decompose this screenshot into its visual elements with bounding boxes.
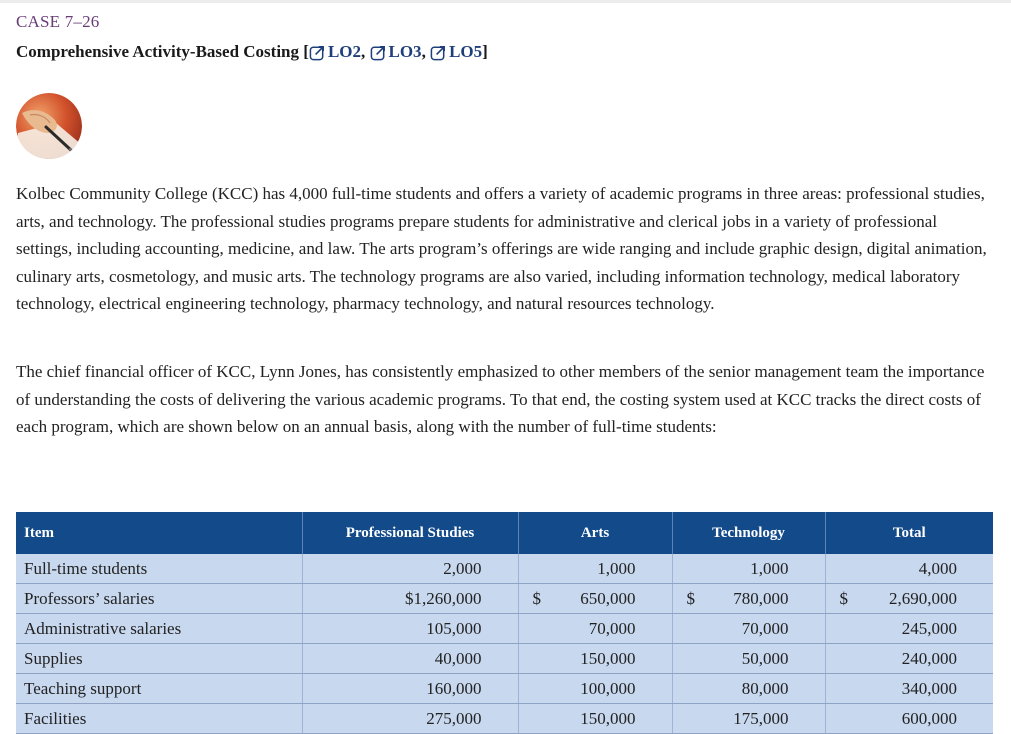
cell-value: 70,000	[588, 618, 636, 638]
currency-symbol: $	[686, 588, 695, 608]
table-cell	[825, 554, 993, 584]
lo2-label: LO2	[327, 42, 361, 61]
top-divider	[0, 0, 1011, 3]
cell-value: 275,000	[426, 708, 482, 728]
cell-value: 105,000	[426, 618, 482, 638]
table-cell	[518, 644, 672, 674]
cell-value: 240,000	[901, 648, 957, 668]
table-cell	[518, 584, 672, 614]
table-cell	[302, 584, 518, 614]
case-title	[16, 42, 488, 62]
table-header-row	[16, 512, 993, 554]
cell-value: 245,000	[901, 618, 957, 638]
cell-value: 40,000	[434, 648, 482, 668]
column-header-arts: Arts	[518, 512, 672, 554]
table-cell	[825, 614, 993, 644]
row-label: Teaching support	[16, 674, 302, 704]
row-label: Full-time students	[16, 554, 302, 584]
table-cell	[518, 674, 672, 704]
table-cell	[672, 554, 825, 584]
table-cell	[302, 644, 518, 674]
lo3-link[interactable]	[370, 42, 422, 62]
cell-value: 650,000	[580, 588, 636, 608]
table-row	[16, 704, 993, 734]
cell-value: 100,000	[580, 678, 636, 698]
cell-value: 780,000	[733, 588, 789, 608]
title-close-bracket: ]	[482, 42, 488, 61]
title-open-bracket: [	[299, 42, 309, 61]
intro-paragraph: Kolbec Community College (KCC) has 4,000 full-time students and offers a variety of academic programs in three areas: professional studies, arts, and technology. The professional studies programs prepare students for administrative and clerical jobs in a variety of professional settings, including accounting, medicine, and law. The arts program’s offerings are wide ranging and include graphic design, digital animation, culinary arts, cosmetology, and music arts. The technology programs are also varied, including information technology, medical laboratory technology, electrical engineering technology, pharmacy technology, and natural resources technology.	[16, 184, 987, 313]
row-label: Supplies	[16, 644, 302, 674]
table-row	[16, 584, 993, 614]
lo2-link[interactable]	[309, 42, 361, 62]
table-cell	[672, 614, 825, 644]
cell-value: 2,690,000	[889, 588, 957, 608]
cell-value: 80,000	[741, 678, 789, 698]
table-row	[16, 554, 993, 584]
table-cell	[302, 614, 518, 644]
currency-symbol: $	[532, 588, 541, 608]
external-link-icon	[370, 44, 387, 61]
table-cell	[672, 644, 825, 674]
table-cell	[302, 674, 518, 704]
table-cell	[672, 704, 825, 734]
table-cell	[825, 584, 993, 614]
cell-value: 160,000	[426, 678, 482, 698]
lo5-label: LO5	[449, 42, 483, 61]
case-number: CASE 7–26	[16, 12, 100, 31]
external-link-icon	[309, 44, 326, 61]
row-label: Professors’ salaries	[16, 584, 302, 614]
cell-value: 1,000	[597, 558, 636, 578]
cfo-paragraph: The chief financial officer of KCC, Lynn Jones, has consistently emphasized to other members of the senior management team the importance of understanding the costs of delivering the various academic programs. To that end, the costing system used at KCC tracks the direct costs of each program, which are shown below on an annual basis, along with the number of full-time students:	[16, 362, 985, 436]
cell-value: 150,000	[580, 708, 636, 728]
hand-writing-pen-icon	[16, 93, 82, 159]
column-header-item: Item	[16, 512, 302, 554]
table-cell	[518, 614, 672, 644]
cell-value: 150,000	[580, 648, 636, 668]
lo5-link[interactable]	[430, 42, 482, 62]
external-link-icon	[430, 44, 447, 61]
table-cell	[518, 554, 672, 584]
cell-value: 70,000	[741, 618, 789, 638]
column-header-technology: Technology	[672, 512, 825, 554]
cell-value: 2,000	[443, 558, 482, 578]
lo-separator: ,	[361, 42, 370, 61]
cell-value: 50,000	[741, 648, 789, 668]
table-cell	[825, 674, 993, 704]
table-cell	[672, 674, 825, 704]
row-label: Facilities	[16, 704, 302, 734]
cell-value: 340,000	[901, 678, 957, 698]
table-cell	[302, 554, 518, 584]
row-label: Administrative salaries	[16, 614, 302, 644]
table-row	[16, 644, 993, 674]
currency-symbol: $	[839, 588, 848, 608]
table-cell	[825, 644, 993, 674]
program-cost-table	[16, 512, 993, 734]
table-cell	[672, 584, 825, 614]
table-row	[16, 614, 993, 644]
table-cell	[825, 704, 993, 734]
column-header-professional-studies: Professional Studies	[302, 512, 518, 554]
lo-separator: ,	[421, 42, 431, 61]
cell-value: 1,000	[750, 558, 789, 578]
cell-value: 600,000	[901, 708, 957, 728]
cell-value: 4,000	[918, 558, 957, 578]
table-row	[16, 674, 993, 704]
lo3-label: LO3	[388, 42, 422, 61]
table-cell	[518, 704, 672, 734]
column-header-total: Total	[825, 512, 993, 554]
table-cell	[302, 704, 518, 734]
cell-value: $1,260,000	[405, 588, 482, 608]
cell-value: 175,000	[733, 708, 789, 728]
case-title-text: Comprehensive Activity-Based Costing	[16, 42, 300, 61]
